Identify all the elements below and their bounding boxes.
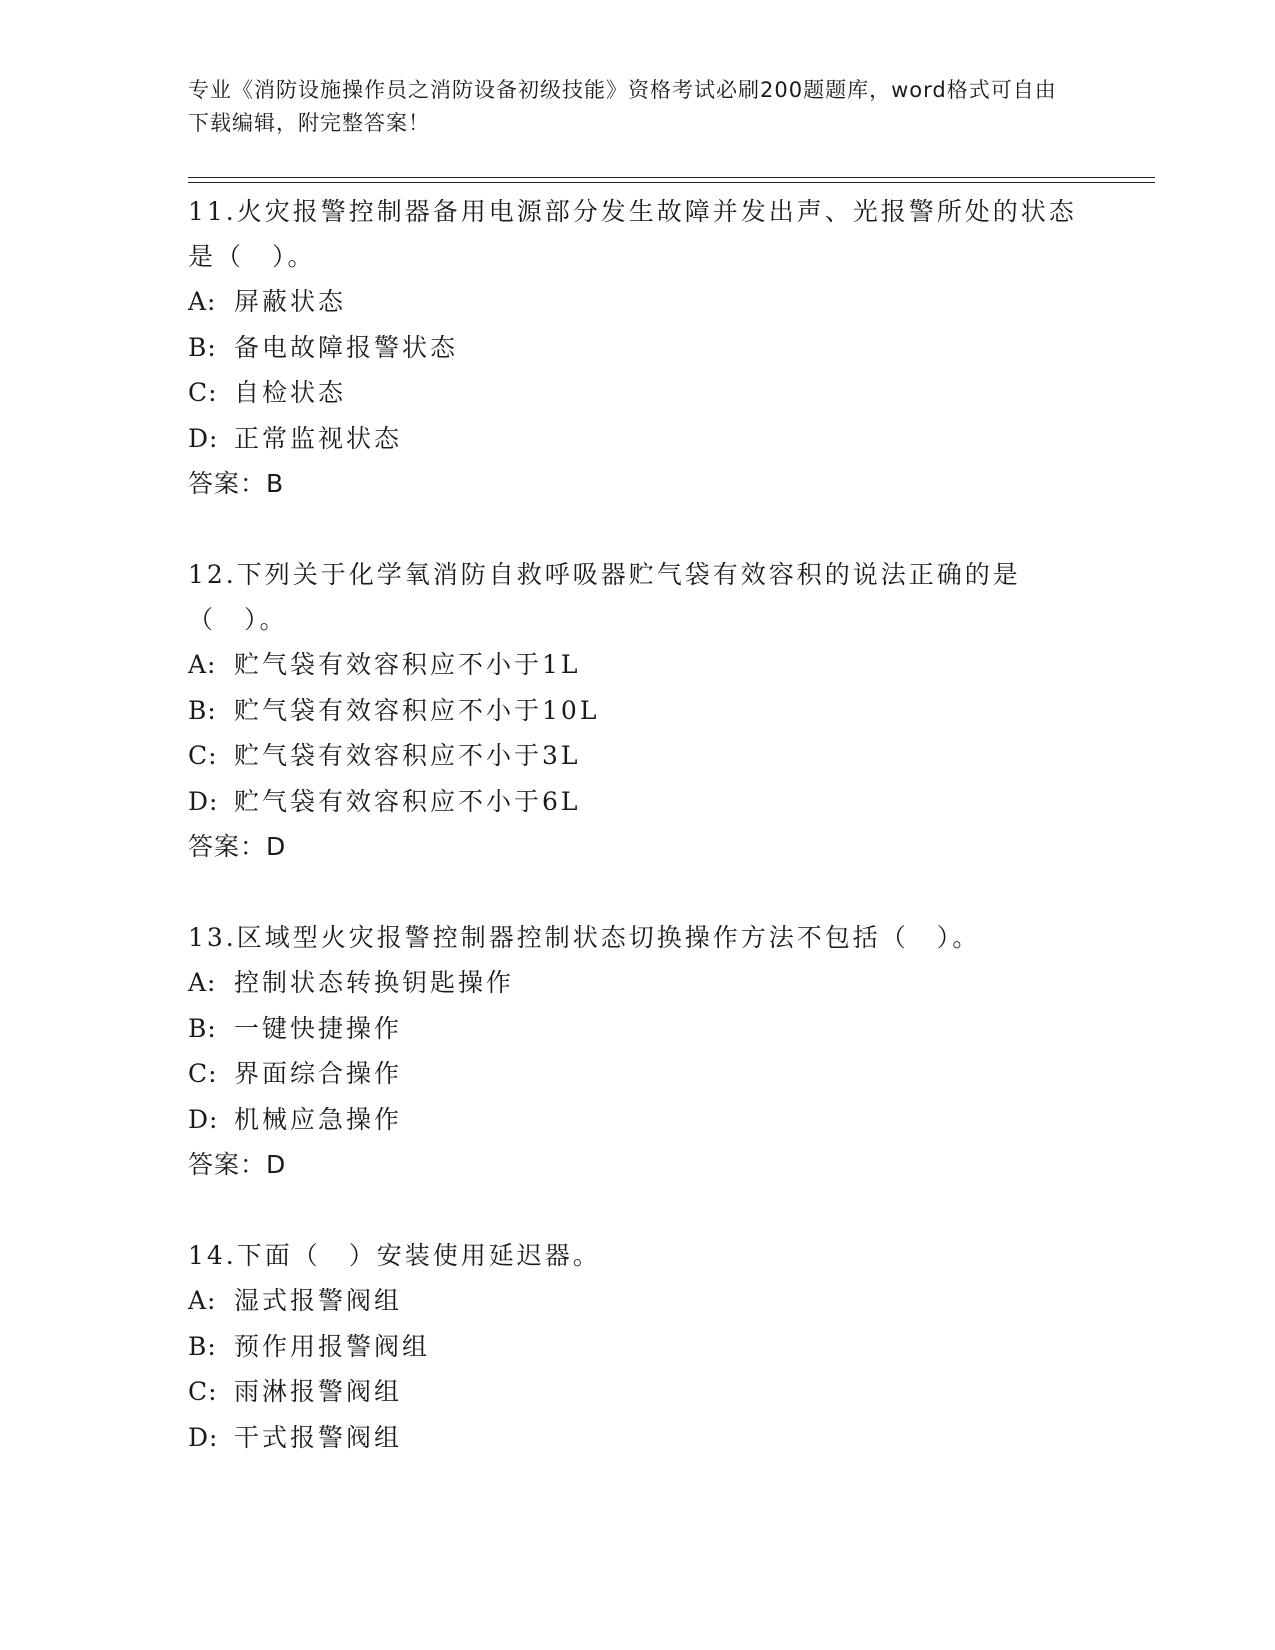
option-text: 备电故障报警状态	[234, 332, 459, 362]
option-b	[188, 688, 1078, 734]
option-letter: D:	[188, 1104, 219, 1134]
option-letter: A:	[188, 1286, 217, 1315]
option-text: 控制状态转换钥匙操作	[234, 968, 515, 997]
option-b	[188, 325, 1078, 371]
answer-line	[188, 824, 1078, 870]
option-letter: B:	[188, 1331, 217, 1361]
option-a	[188, 279, 1078, 325]
question-stem: 13.区域型火灾报警控制器控制状态切换操作方法不包括（ ）。	[188, 923, 981, 952]
option-c	[188, 1369, 1078, 1415]
option-d	[188, 416, 1078, 462]
option-a	[188, 642, 1078, 688]
option-text: 贮气袋有效容积应不小于10L	[234, 695, 600, 725]
answer-line	[188, 461, 1078, 507]
question-stem: 14.下面（ ）安装使用延迟器。	[188, 1241, 601, 1270]
option-letter: C:	[188, 1059, 218, 1088]
option-text: 预作用报警阀组	[234, 1331, 431, 1361]
option-letter: D:	[188, 423, 219, 453]
header-divider-top	[188, 177, 1155, 178]
question-stem: 12.下列关于化学氧消防自救呼吸器贮气袋有效容积的说法正确的是（ ）。	[188, 560, 1021, 634]
option-text: 正常监视状态	[234, 423, 403, 453]
option-letter: A:	[188, 287, 217, 316]
option-text: 干式报警阀组	[234, 1422, 403, 1452]
option-text: 贮气袋有效容积应不小于6L	[234, 786, 581, 816]
option-letter: A:	[188, 968, 217, 997]
option-letter: D:	[188, 1422, 219, 1452]
option-b	[188, 1324, 1078, 1370]
answer-label: 答案：	[188, 469, 267, 498]
answer-label: 答案：	[188, 832, 267, 861]
option-letter: B:	[188, 332, 217, 362]
option-c	[188, 1051, 1078, 1097]
option-letter: B:	[188, 695, 217, 725]
option-d	[188, 1097, 1078, 1143]
option-c	[188, 733, 1078, 779]
question-11	[188, 189, 1078, 507]
option-text: 自检状态	[234, 378, 347, 407]
option-letter: C:	[188, 378, 218, 407]
option-text: 湿式报警阀组	[234, 1286, 403, 1315]
option-text: 雨淋报警阀组	[234, 1377, 403, 1406]
answer-label: 答案：	[188, 1150, 267, 1179]
question-12	[188, 552, 1078, 870]
option-letter: B:	[188, 1013, 217, 1043]
option-text: 屏蔽状态	[234, 287, 347, 316]
option-text: 贮气袋有效容积应不小于3L	[234, 741, 581, 770]
option-text: 贮气袋有效容积应不小于1L	[234, 650, 581, 679]
option-text: 界面综合操作	[234, 1059, 403, 1088]
option-c	[188, 370, 1078, 416]
header-divider-bottom	[188, 182, 1155, 183]
option-letter: A:	[188, 650, 217, 679]
option-a	[188, 1278, 1078, 1324]
answer-value: D	[266, 832, 286, 861]
question-13	[188, 915, 1078, 1188]
option-letter: C:	[188, 1377, 218, 1406]
option-text: 一键快捷操作	[234, 1013, 403, 1043]
option-text: 机械应急操作	[234, 1104, 403, 1134]
option-letter: C:	[188, 741, 218, 770]
question-14	[188, 1233, 1078, 1460]
option-b	[188, 1006, 1078, 1052]
option-a	[188, 960, 1078, 1006]
answer-line	[188, 1142, 1078, 1188]
document-header: 专业《消防设施操作员之消防设备初级技能》资格考试必刷200题题库，word格式可自由下载编辑，附完整答案！	[188, 78, 1057, 135]
answer-value: B	[266, 469, 284, 498]
question-stem: 11.火灾报警控制器备用电源部分发生故障并发出声、光报警所处的状态是（ ）。	[188, 197, 1077, 271]
answer-value: D	[266, 1150, 286, 1179]
option-d	[188, 1415, 1078, 1461]
option-letter: D:	[188, 786, 219, 816]
option-d	[188, 779, 1078, 825]
